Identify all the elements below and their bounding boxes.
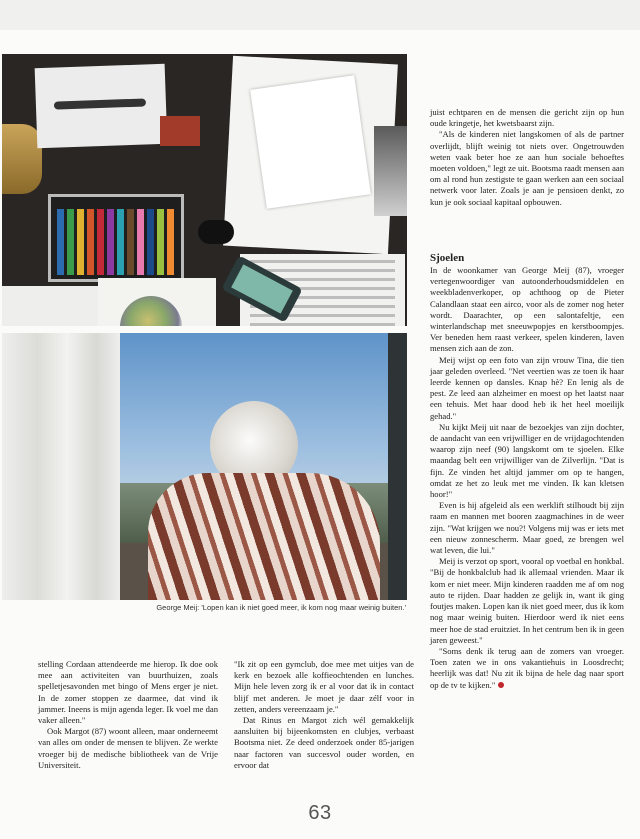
colored-pencils-box — [48, 194, 184, 282]
paragraph: Even is hij afgeleid als een werklift stilhoudt bij zijn raam en mannen met booren zaagmachines in de weer zijn. "Wat krijgen we nou?! Volgens mij was er iets met een nieuw zonnescherm. Maar goed, ze brengen wel wat leven, die lui." — [430, 500, 624, 556]
column-right-bottom — [430, 265, 624, 691]
column-bottom-middle — [234, 659, 414, 771]
column-bottom-left — [38, 659, 218, 771]
window-photo — [2, 333, 407, 600]
bird-drawing — [98, 278, 216, 326]
paragraph: "Als de kinderen niet langskomen of als de partner overlijdt, blijft weinig tot niets over. Ongetrouwden weten vaak beter hoe ze aan hun sociale behoeftes moeten voldoen," legt ze uit. Bootsma raadt mensen aan om al rond hun zestigste te gaan werken aan een sociaal netwerk voor later. Zoals je aan je pensioen denkt, zo kun je ook sociaal kapitaal opbouwen. — [430, 129, 624, 207]
paragraph: Ook Margot (87) woont alleen, maar onderneemt van alles om onder de mensen te blijven. Ze werkte vroeger bij de medische bibliotheek van de Vrije Universiteit. — [38, 726, 218, 770]
section-heading: Sjoelen — [430, 252, 465, 264]
page-number: 63 — [308, 802, 332, 824]
paragraph: Meij wijst op een foto van zijn vrouw Tina, die tien jaar geleden overleed. "Net veertien was ze toen ik haar leerde kennen op dansles. Knap hè? En lenig als de pest. Ze leed aan alzheimer en moest op het laatst naar een tehuis. Met haar dood heb ik het heel moeilijk gehad." — [430, 354, 624, 421]
paragraph-text: "Soms denk ik terug aan de zomers van vroeger. Toen zaten we in ons vakantiehuis in Loosdrecht; heerlijk was dat! Nu zit ik bijna de hele dag naar sport op de tv te kijken." — [430, 645, 624, 690]
column-right-top — [430, 107, 624, 208]
paragraph-last — [430, 646, 624, 691]
top-band — [0, 0, 640, 30]
paragraph: Nu kijkt Meij uit naar de bezoekjes van zijn dochter, de aandacht van een vrijwilliger en de vrijdagochtenden waarop zijn neef (90) langskomt om te sjoelen. Elke maandag belt een vrijwilliger van de Zilverlijn. "Dat is fijn. Ze vinden het altijd jammer om op te hangen, omdat ze het zo leuk met me vinden. Ik kan kletsen hoor!" — [430, 421, 624, 500]
paragraph: Dat Rinus en Margot zich wél gemakkelijk aansluiten bij bijeenkomsten en clubjes, verbaast Bootsma niet. Ze deed onderzoek onder 85-jarigen naar factoren van succesvol ouder worden, en ervoor dat — [234, 715, 414, 770]
desk-photo — [2, 54, 407, 326]
paragraph: In de woonkamer van George Meij (87), vroeger vertegenwoordiger van autoonderhoudsmiddelen en weekbladenverkoper, op achthoog op de Pieter Calandlaan staat een airco, voor als de zomer nog heter wordt. Daarachter, op een salontafeltje, een winterlandschap met sneeuwpopjes en kerstboompjes. Ver beneden hem raast verkeer, spelen kinderen, laven mensen zich aan de zon. — [430, 265, 624, 354]
paragraph: Meij is verzot op sport, vooral op voetbal en honkbal. "Bij de honkbalclub had ik allemaal vrienden. Maar ik kom er niet meer. Mijn kinderen raadden me af om nog auto te rijden. Daar hadden ze gelijk in, want ik ging foutjes maken. Lopen kan ik niet goed meer, dus ik kom nog maar weinig buiten. Hierdoor werd ik niet eens meer hoe de stad eruitziet. In het centrum ben ik in geen jaren geweest." — [430, 556, 624, 645]
paragraph: juist echtparen en de mensen die gericht zijn op hun oude kringetje, het kwetsbaarst zijn. — [430, 107, 624, 129]
end-mark-icon — [498, 682, 504, 688]
paragraph: stelling Cordaan attendeerde me hierop. Ik doe ook mee aan activiteiten van buurthuizen, zoals spelletjesavonden met bingo of Mens erger je niet. In de zomer stoppen ze daarmee, dat vind ik jammer. Ineens is mijn agenda leger. Ik voel me dan vaker alleen." — [38, 659, 218, 726]
paragraph: "Ik zit op een gymclub, doe mee met uitjes van de kerk en bezoek alle koffieochtenden en lunches. Mijn hele leven zorg ik er al voor dat ik in contact blijf met anderen. Je moet je daar zélf voor in zetten, anders vereenzaam je." — [234, 659, 414, 714]
photo-caption: George Meij: 'Lopen kan ik niet goed meer, ik kom nog maar weinig buiten.' — [156, 603, 406, 612]
